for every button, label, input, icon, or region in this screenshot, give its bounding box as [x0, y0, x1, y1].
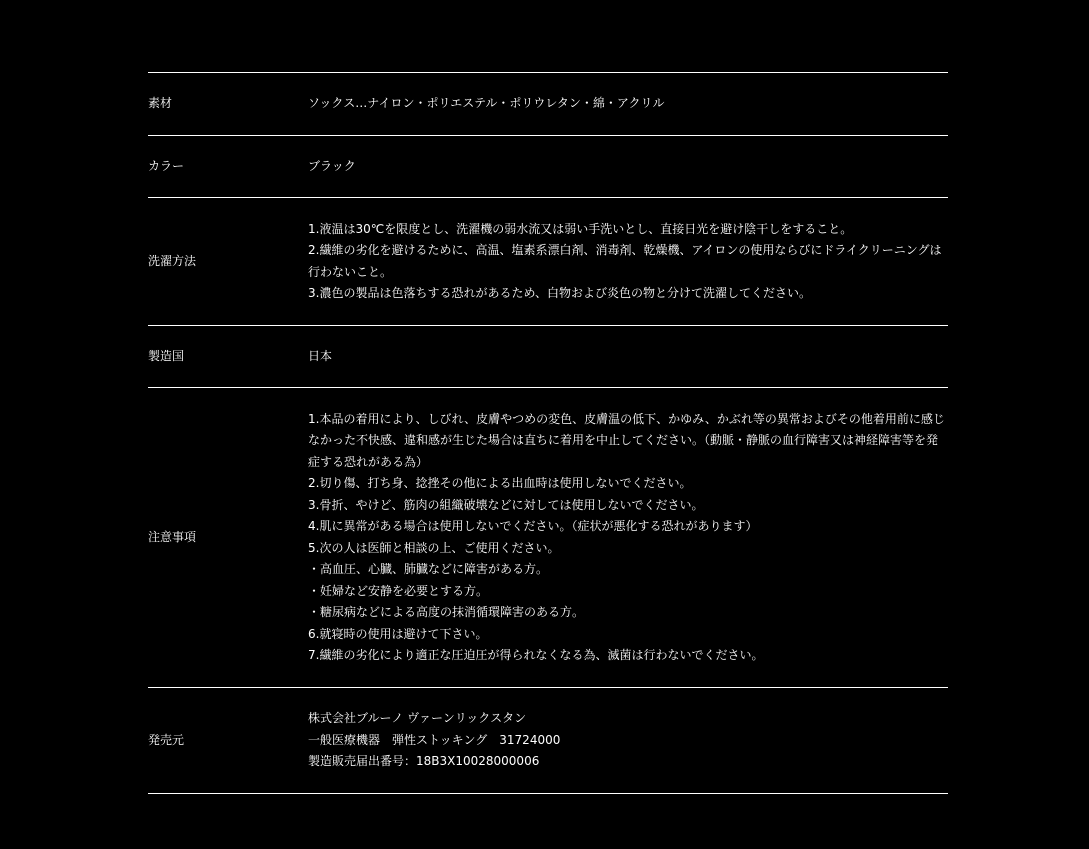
spec-value-line: 4.肌に異常がある場合は使用しないでください。（症状が悪化する恐れがあります） — [308, 519, 758, 533]
spec-value-line: ・高血圧、心臓、肺臓などに障害がある方。 — [308, 562, 549, 576]
spec-row-seller — [148, 688, 948, 794]
spec-value-line: ・妊婦など安静を必要とする方。 — [308, 583, 489, 598]
spec-value-material — [308, 93, 948, 115]
spec-value-line: 2.切り傷、打ち身、捻挫その他による出血時は使用しないでください。 — [308, 476, 692, 490]
spec-value-line: 1.本品の着用により、しびれ、皮膚やつめの変色、皮膚温の低下、かゆみ、かぶれ等の異常およびその他着用前に感じ — [308, 411, 945, 426]
spec-label-cautions: 注意事項 — [148, 529, 197, 544]
spec-value-line: 症する恐れがある為） — [308, 454, 429, 469]
spec-value-line: 2.繊維の劣化を避けるために、高温、塩素系漂白剤、消毒剤、乾燥機、アイロンの使用ならびにドライクリーニングは — [308, 243, 942, 257]
spec-row-washing — [148, 198, 948, 326]
spec-label-seller: 発売元 — [148, 732, 185, 747]
spec-value-line: 一般医療機器 弾性ストッキング 31724000 — [308, 732, 561, 747]
spec-value-line: ・糖尿病などによる高度の抹消循環障害のある方。 — [308, 605, 585, 619]
spec-value-line: 5.次の人は医師と相談の上、ご使用ください。 — [308, 540, 560, 555]
spec-value-line: ソックス…ナイロン・ポリエステル・ポリウレタン・綿・アクリル — [308, 96, 665, 111]
spec-value-cautions — [308, 409, 948, 667]
spec-value-line: 製造販売届出番号：18B3X10028000006 — [308, 754, 540, 769]
spec-row-cautions — [148, 388, 948, 688]
spec-value-line: 株式会社ブルーノ ヴァーンリックスタン — [308, 711, 527, 726]
spec-value-line: 7.繊維の劣化により適正な圧迫圧が得られなくなる為、滅菌は行わないでください。 — [308, 648, 764, 662]
spec-label-washing: 洗濯方法 — [148, 253, 197, 268]
spec-row-material — [148, 73, 948, 136]
spec-label-origin: 製造国 — [148, 348, 185, 363]
spec-value-line: ブラック — [308, 158, 356, 173]
spec-value-line: 6.就寝時の使用は避けて下さい。 — [308, 626, 488, 641]
spec-value-washing — [308, 219, 948, 305]
spec-value-line: なかった不快感、違和感が生じた場合は直ちに着用を中止してください。（動脈・静脈の血行障害又は神経障害等を発 — [308, 433, 939, 447]
spec-value-color — [308, 156, 948, 178]
spec-row-origin — [148, 326, 948, 388]
spec-value-line: 1.液温は30℃を限度とし、洗濯機の弱水流又は弱い手洗いとし、直接日光を避け陰干しをすること。 — [308, 221, 853, 236]
spec-value-line: 行わないこと。 — [308, 264, 393, 279]
spec-value-origin — [308, 346, 948, 368]
spec-value-line: 3.濃色の製品は色落ちする恐れがあるため、白物および炎色の物と分けて洗濯してください。 — [308, 286, 811, 300]
spec-value-seller — [308, 708, 948, 773]
spec-value-line: 日本 — [308, 348, 333, 363]
spec-row-color — [148, 136, 948, 198]
spec-label-material: 素材 — [148, 96, 173, 111]
spec-value-line: 3.骨折、やけど、筋肉の組織破壊などに対しては使用しないでください。 — [308, 497, 704, 512]
spec-label-color: カラー — [148, 158, 185, 173]
product-spec-table — [148, 72, 948, 794]
